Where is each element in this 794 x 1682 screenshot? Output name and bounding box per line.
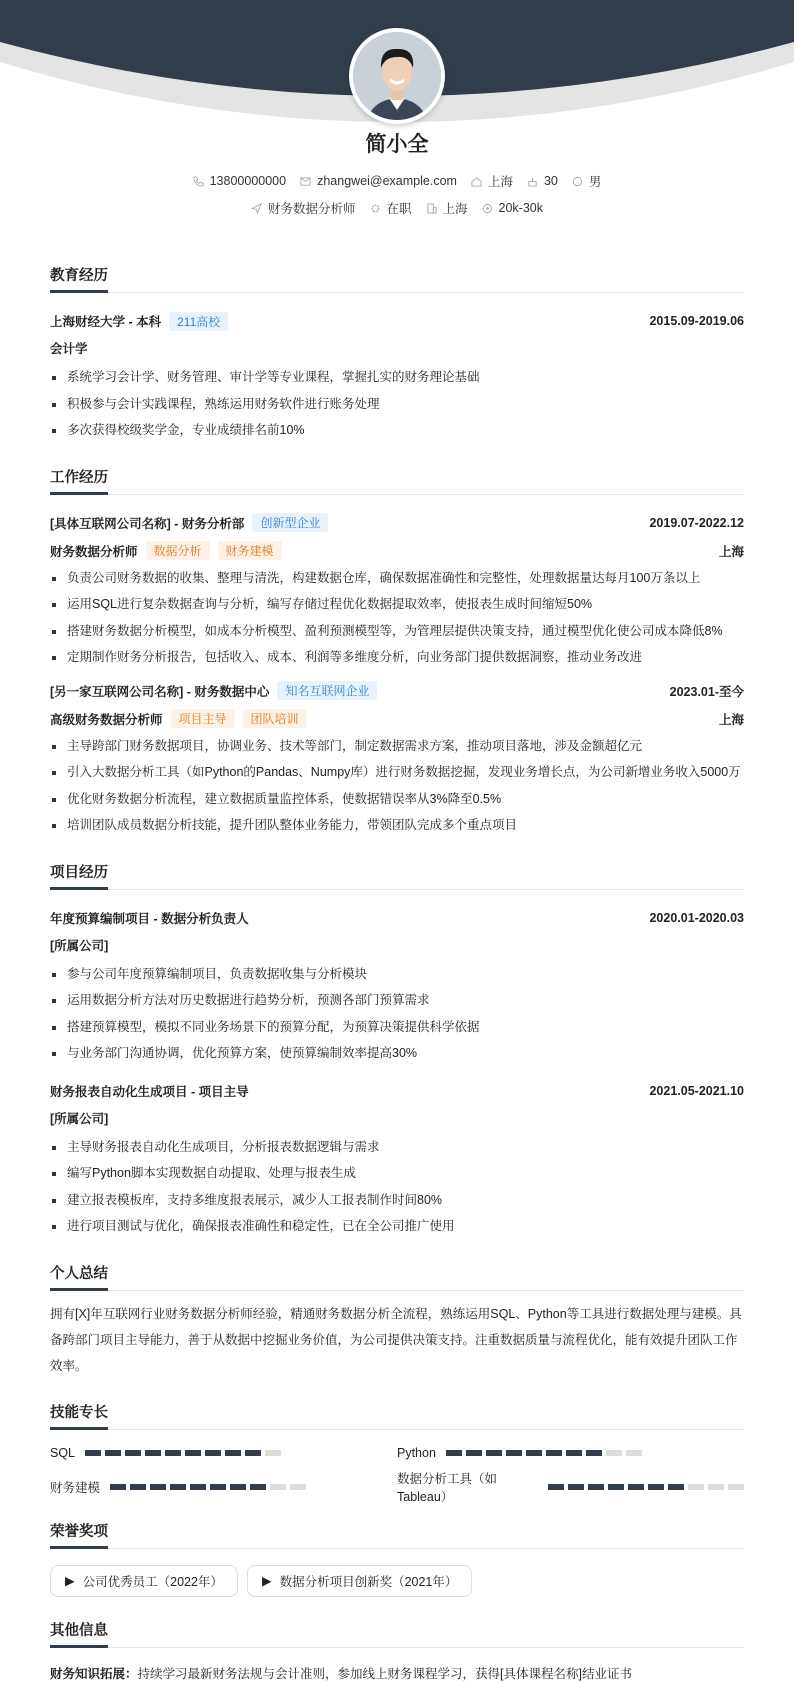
city: 上海: [487, 175, 513, 189]
list-item: 负责公司财务数据的收集、整理与清洗，构建数据仓库，确保数据准确性和完整性，处理数据量达每月100万条以上: [50, 565, 744, 592]
skill-level-segment: [165, 1450, 181, 1456]
skill-level-segment: [506, 1450, 522, 1456]
major: 会计学: [50, 342, 88, 356]
company-tag: 知名互联网企业: [277, 681, 377, 700]
skill-level-segment: [225, 1450, 241, 1456]
list-item: 编写Python脚本实现数据自动提取、处理与报表生成: [50, 1160, 744, 1187]
list-item: 搭建预算模型，模拟不同业务场景下的预算分配，为预算决策提供科学依据: [50, 1014, 744, 1041]
skill-level-segment: [125, 1450, 141, 1456]
section-skills: 技能专长: [50, 1401, 744, 1430]
project-company: [所属公司]: [50, 938, 109, 953]
project-date: 2021.05-2021.10: [649, 1083, 744, 1098]
award-item: ▶ 数据分析项目创新奖（2021年）: [247, 1565, 472, 1597]
list-item: 系统学习会计学、财务管理、审计学等专业课程，掌握扎实的财务理论基础: [50, 364, 744, 391]
skill-level-segment: [190, 1484, 206, 1490]
project-name: 年度预算编制项目 - 数据分析负责人: [50, 911, 249, 926]
skill-name: SQL: [50, 1445, 76, 1460]
school-tag: 211高校: [169, 312, 228, 331]
skill-level-segment: [110, 1484, 126, 1490]
send-icon: [251, 203, 262, 214]
skill-level-bar: [110, 1484, 306, 1490]
skill-level-segment: [728, 1484, 744, 1490]
skill-level-segment: [210, 1484, 226, 1490]
email: zhangwei@example.com: [317, 174, 457, 188]
skill-level-segment: [648, 1484, 664, 1490]
skill-level-bar: [85, 1450, 281, 1456]
company: [另一家互联网公司名称] - 财务数据中心: [50, 684, 270, 699]
list-item: 运用数据分析方法对历史数据进行趋势分析，预测各部门预算需求: [50, 987, 744, 1014]
list-item: 优化财务数据分析流程，建立数据质量监控体系，使数据错误率从3%降至0.5%: [50, 786, 744, 813]
other-info: [50, 1664, 744, 1682]
list-item: 培训团队成员数据分析技能，提升团队整体业务能力，带领团队完成多个重点项目: [50, 812, 744, 839]
job-city: 上海: [718, 544, 744, 559]
skill-level-segment: [85, 1450, 101, 1456]
play-icon: ▶: [261, 1574, 272, 1588]
skill-level-segment: [265, 1450, 281, 1456]
role-tag: 财务建模: [218, 541, 282, 560]
section-education: 教育经历: [50, 264, 744, 293]
section-work: 工作经历: [50, 466, 744, 495]
list-item: 运用SQL进行复杂数据查询与分析，编写存储过程优化数据提取效率，使报表生成时间缩短50%: [50, 591, 744, 618]
list-item: 参与公司年度预算编制项目，负责数据收集与分析模块: [50, 961, 744, 988]
skill-level-segment: [626, 1450, 642, 1456]
skill-level-segment: [588, 1484, 604, 1490]
list-item: 主导财务报表自动化生成项目，分析报表数据逻辑与需求: [50, 1134, 744, 1161]
skill-level-bar: [548, 1484, 744, 1490]
job-city: 上海: [718, 712, 744, 727]
school: 上海财经大学 - 本科: [50, 315, 162, 329]
phone-icon: [193, 176, 204, 187]
gender: 男: [588, 175, 602, 189]
gear-icon: [370, 203, 381, 214]
skill-level-segment: [290, 1484, 306, 1490]
skill-level-segment: [628, 1484, 644, 1490]
skill-name: Python: [397, 1445, 436, 1460]
other-label: 财务知识拓展：: [50, 1666, 138, 1681]
role: 高级财务数据分析师: [50, 712, 163, 727]
skill-level-segment: [150, 1484, 166, 1490]
skill-level-segment: [668, 1484, 684, 1490]
project-date: 2020.01-2020.03: [649, 910, 744, 925]
skill-level-segment: [566, 1450, 582, 1456]
building-icon: [426, 203, 437, 214]
list-item: 搭建财务数据分析模型，如成本分析模型、盈利预测模型等，为管理层提供决策支持，通过模型优化使公司成本降低8%: [50, 618, 744, 645]
role: 财务数据分析师: [50, 544, 138, 559]
contact-line-1: [0, 172, 794, 190]
skill-level-segment: [568, 1484, 584, 1490]
project-name: 财务报表自动化生成项目 - 项目主导: [50, 1084, 249, 1099]
skill-name: 数据分析工具（如Tableau）: [397, 1471, 498, 1504]
list-item: 多次获得校级奖学金，专业成绩排名前10%: [50, 417, 744, 444]
project-company: [所属公司]: [50, 1111, 109, 1126]
skill-level-segment: [586, 1450, 602, 1456]
list-item: 引入大数据分析工具（如Python的Pandas、Numpy库）进行财务数据挖掘，发现业务增长点，为公司新增业务收入5000万: [50, 759, 744, 786]
skill-level-segment: [688, 1484, 704, 1490]
role-tag: 项目主导: [171, 709, 235, 728]
age: 30: [543, 174, 558, 188]
job-date: 2023.01-至今: [669, 684, 744, 699]
edu-date: 2015.09-2019.06: [649, 314, 744, 328]
skill-level-segment: [548, 1484, 564, 1490]
skill-level-segment: [526, 1450, 542, 1456]
gender-icon: [572, 176, 583, 187]
email-icon: [300, 176, 311, 187]
other-text: 持续学习最新财务法规与会计准则，参加线上财务课程学习，获得[具体课程名称]结业证书: [137, 1666, 632, 1681]
candidate-name: 简小全: [365, 133, 429, 156]
skill-level-segment: [606, 1450, 622, 1456]
skill-level-segment: [708, 1484, 724, 1490]
skill-level-segment: [486, 1450, 502, 1456]
skill-item: [50, 1476, 397, 1498]
cake-icon: [527, 176, 538, 187]
skill-level-segment: [130, 1484, 146, 1490]
skill-level-segment: [185, 1450, 201, 1456]
role-tag: 团队培训: [243, 709, 307, 728]
skill-level-segment: [608, 1484, 624, 1490]
position: 财务数据分析师: [267, 202, 356, 216]
list-item: 定期制作财务分析报告，包括收入、成本、利润等多维度分析，向业务部门提供数据洞察，推动业务改进: [50, 644, 744, 671]
edu-bullets: [50, 364, 744, 444]
summary-text: 拥有[X]年互联网行业财务数据分析师经验，精通财务数据分析全流程，熟练运用SQL、Python等工具进行数据处理与建模。具备跨部门项目主导能力，善于从数据中挖掘业务价值，为公司提供决策支持。注重数据质量与流程优化，能有效提升团队工作效率。: [50, 1306, 742, 1373]
list-item: 与业务部门沟通协调，优化预算方案，使预算编制效率提高30%: [50, 1040, 744, 1067]
section-summary: 个人总结: [50, 1262, 744, 1291]
skill-item: [397, 1442, 744, 1464]
skill-level-segment: [230, 1484, 246, 1490]
skill-level-segment: [546, 1450, 562, 1456]
skill-level-segment: [205, 1450, 221, 1456]
section-projects: 项目经历: [50, 861, 744, 890]
award-item: ▶ 公司优秀员工（2022年）: [50, 1565, 238, 1597]
skill-level-segment: [466, 1450, 482, 1456]
list-item: 主导跨部门财务数据项目，协调业务、技术等部门，制定数据需求方案，推动项目落地，涉及金额超亿元: [50, 733, 744, 760]
status: 在职: [386, 202, 412, 216]
phone: 13800000000: [209, 174, 287, 188]
skill-level-bar: [446, 1450, 642, 1456]
list-item: 积极参与会计实践课程，熟练运用财务软件进行账务处理: [50, 391, 744, 418]
skill-level-segment: [446, 1450, 462, 1456]
skill-level-segment: [105, 1450, 121, 1456]
home-icon: [471, 176, 482, 187]
job-date: 2019.07-2022.12: [649, 515, 744, 530]
skill-item: [397, 1471, 744, 1504]
list-item: 进行项目测试与优化，确保报表准确性和稳定性，已在全公司推广使用: [50, 1213, 744, 1240]
play-icon: ▶: [65, 1574, 75, 1588]
skill-level-segment: [270, 1484, 286, 1490]
skill-level-segment: [145, 1450, 161, 1456]
avatar: [349, 28, 445, 124]
company: [具体互联网公司名称] - 财务分析部: [50, 516, 245, 531]
list-item: 建立报表模板库，支持多维度报表展示，减少人工报表制作时间80%: [50, 1187, 744, 1214]
skills-grid: [50, 1442, 744, 1504]
work-city: 上海: [442, 202, 468, 216]
company-tag: 创新型企业: [252, 513, 328, 532]
skill-name: 财务建模: [50, 1480, 101, 1495]
skill-level-segment: [170, 1484, 186, 1490]
salary-icon: [482, 203, 493, 214]
salary: 20k-30k: [498, 201, 544, 215]
skill-item: [50, 1442, 397, 1464]
section-awards: 荣誉奖项: [50, 1520, 744, 1549]
skill-level-segment: [250, 1484, 266, 1490]
skill-level-segment: [245, 1450, 261, 1456]
contact-line-2: [0, 199, 794, 217]
role-tag: 数据分析: [146, 541, 210, 560]
section-other: 其他信息: [50, 1619, 744, 1648]
